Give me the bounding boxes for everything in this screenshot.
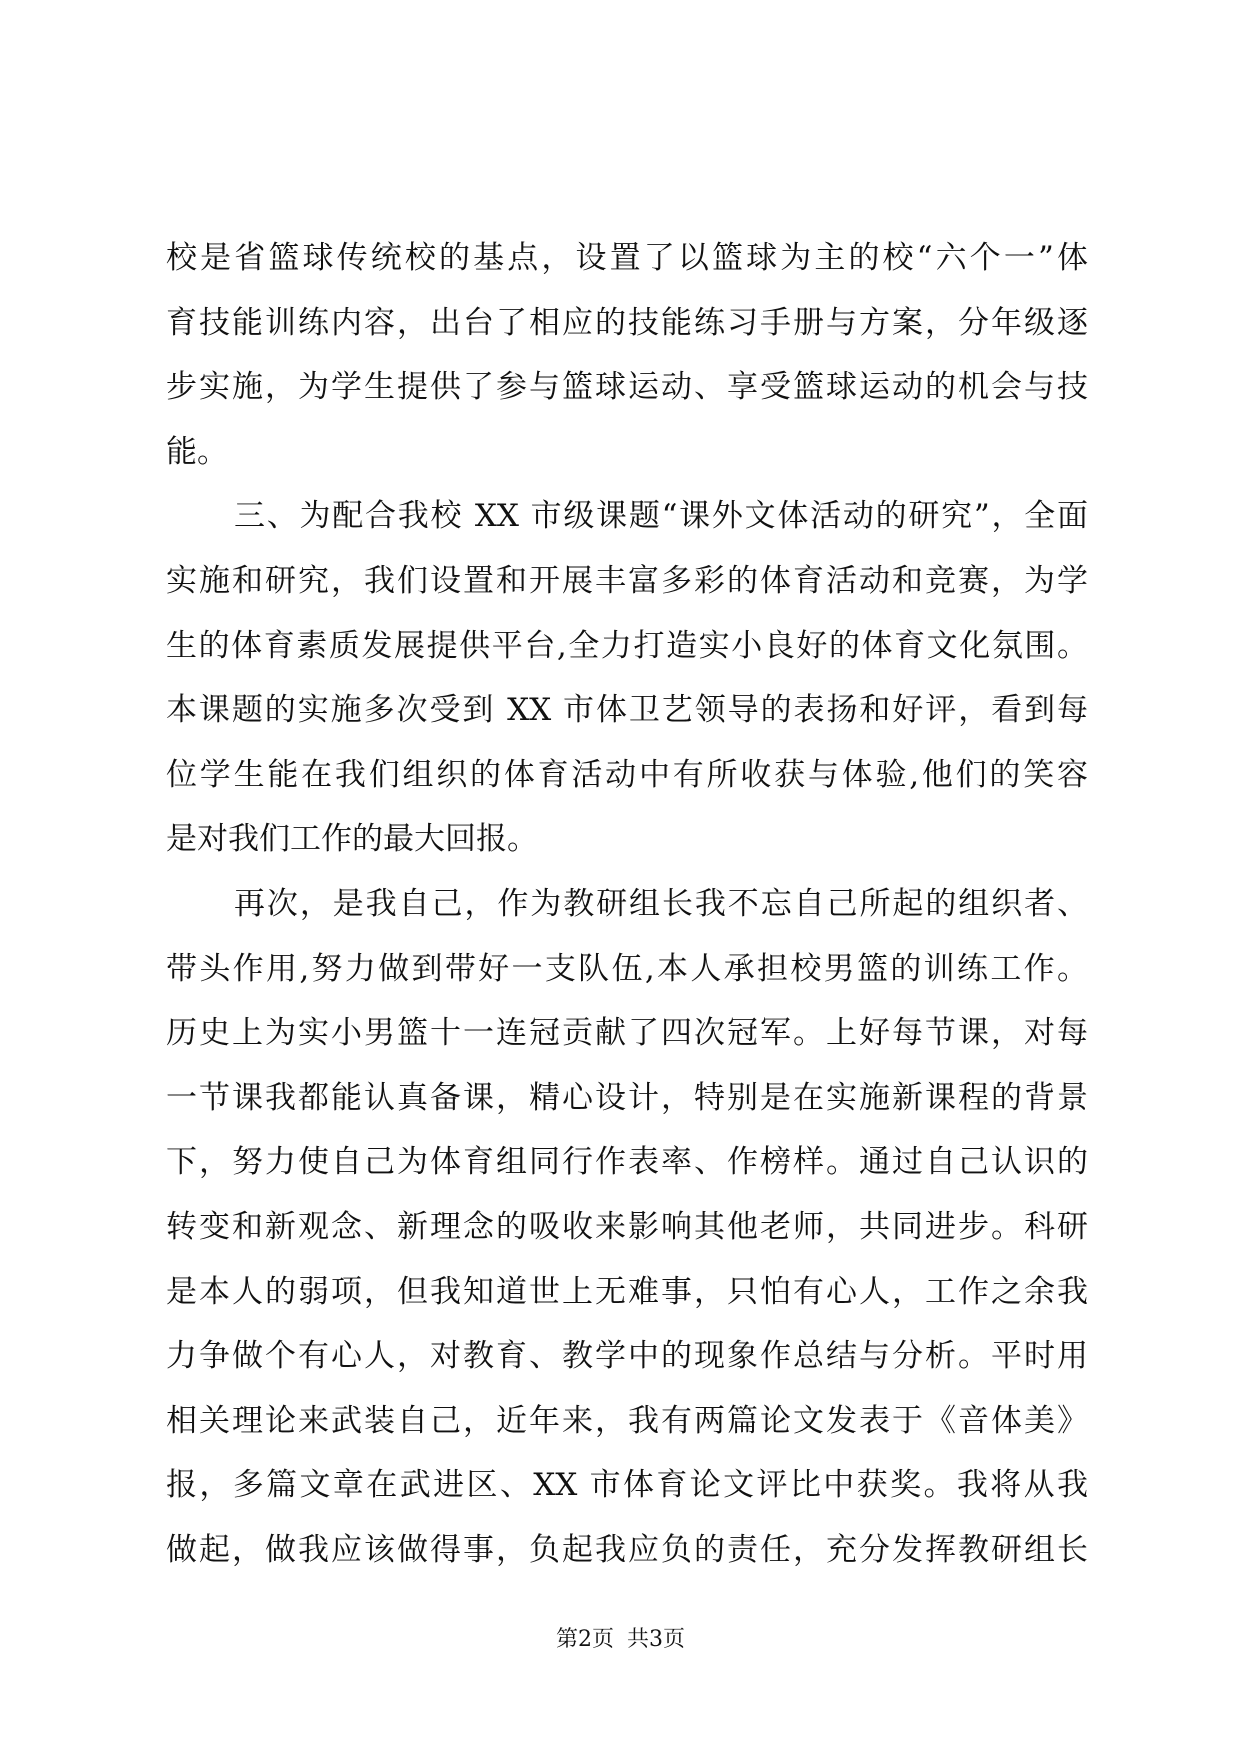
text-line: 做起，做我应该做得事，负起我应负的责任，充分发挥教研组长: [166, 1531, 1088, 1568]
text-line: 报，多篇文章在武进区、XX 市体育论文评比中获奖。我将从我: [166, 1467, 1088, 1504]
text-line: 步实施，为学生提供了参与篮球运动、享受篮球运动的机会与技: [166, 369, 1088, 406]
text-line: 位学生能在我们组织的体育活动中有所收获与体验,他们的笑容: [166, 756, 1088, 793]
text-line: 是对我们工作的最大回报。: [166, 821, 538, 858]
text-line: 三、为配合我校 XX 市级课题“课外文体活动的研究”，全面: [234, 498, 1088, 535]
paragraph-self-review: [166, 872, 1088, 1583]
text-line: 相关理论来武装自己，近年来，我有两篇论文发表于《音体美》: [166, 1402, 1088, 1439]
text-line: 力争做个有心人，对教育、教学中的现象作总结与分析。平时用: [166, 1338, 1088, 1375]
text-line: 育技能训练内容，出台了相应的技能练习手册与方案，分年级逐: [166, 304, 1088, 341]
text-line: 实施和研究，我们设置和开展丰富多彩的体育活动和竞赛，为学: [166, 562, 1088, 599]
document-body: [166, 226, 1088, 1582]
text-line: 转变和新观念、新理念的吸收来影响其他老师，共同进步。科研: [166, 1208, 1088, 1245]
paragraph-section-three: [166, 484, 1088, 872]
text-line: 带头作用,努力做到带好一支队伍,本人承担校男篮的训练工作。: [166, 950, 1088, 987]
text-line: 生的体育素质发展提供平台,全力打造实小良好的体育文化氛围。: [166, 627, 1088, 664]
text-line: 一节课我都能认真备课，精心设计，特别是在实施新课程的背景: [166, 1079, 1088, 1116]
paragraph-continued: [166, 226, 1088, 484]
text-line: 历史上为实小男篮十一连冠贡献了四次冠军。上好每节课，对每: [166, 1015, 1088, 1052]
text-line: 再次，是我自己，作为教研组长我不忘自己所起的组织者、: [234, 885, 1088, 922]
text-line: 校是省篮球传统校的基点，设置了以篮球为主的校“六个一”体: [166, 240, 1088, 276]
text-line: 下，努力使自己为体育组同行作表率、作榜样。通过自己认识的: [166, 1144, 1088, 1181]
text-line: 是本人的弱项，但我知道世上无难事，只怕有心人，工作之余我: [166, 1273, 1088, 1310]
text-line: 能。: [166, 433, 228, 470]
page-number-footer: 第2页 共3页: [556, 1627, 685, 1652]
text-line: 本课题的实施多次受到 XX 市体卫艺领导的表扬和好评，看到每: [166, 692, 1088, 729]
